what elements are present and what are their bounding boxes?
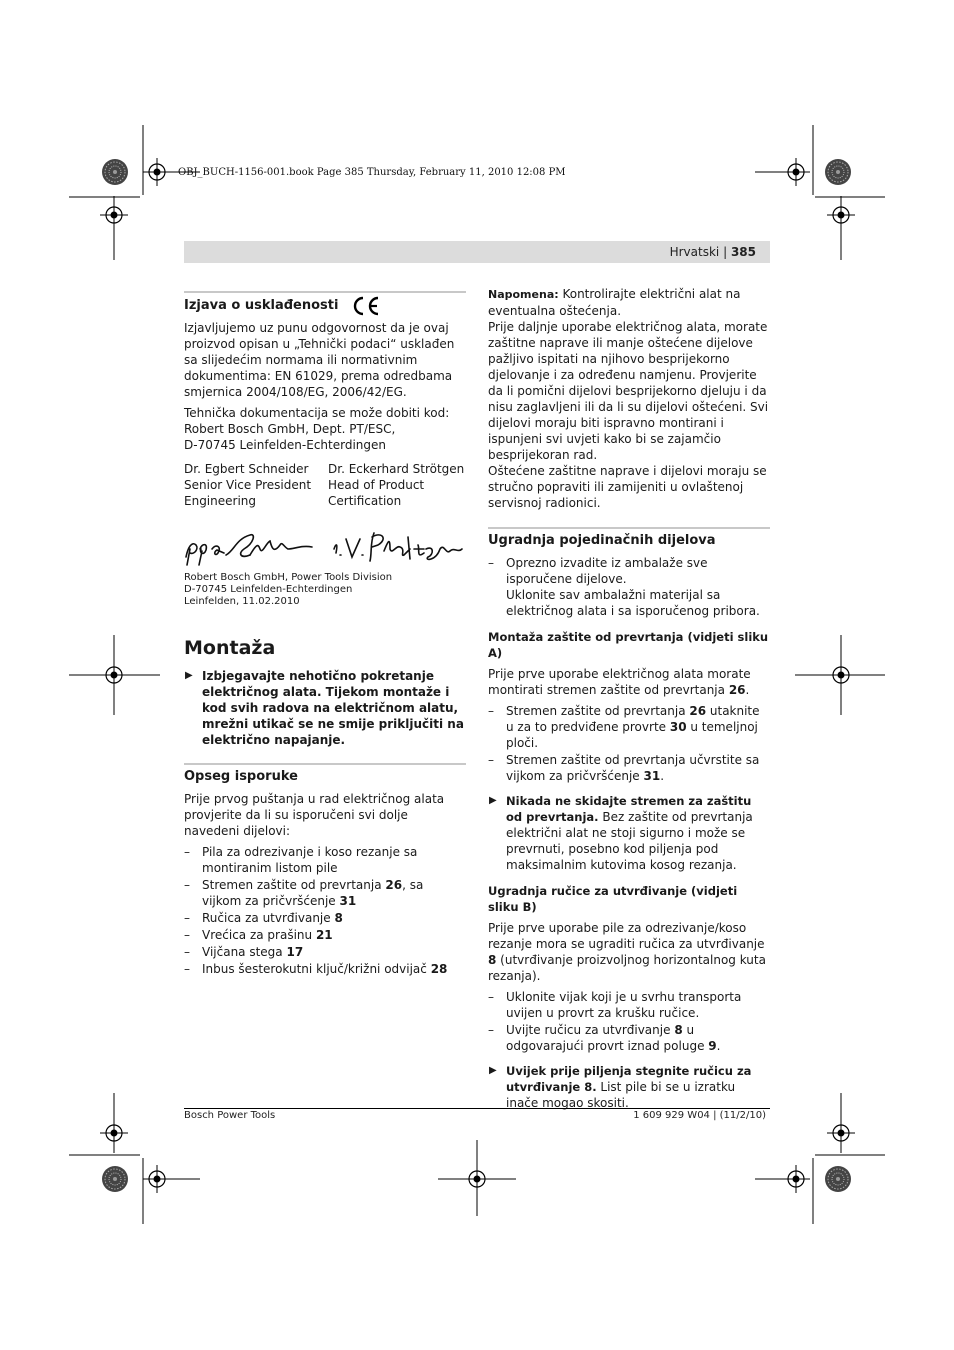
delivery-list [184,844,466,977]
bullet-triangle-icon: ▶ [489,795,497,806]
page-header-bar [184,241,770,263]
list-item: – Pila za odrezivanje i koso rezanje sa montiranim listom pile [184,845,418,875]
header-language: Hrvatski [669,245,720,259]
page-number: 385 [730,245,756,259]
list-item: – Oprezno izvadite iz ambalaže sve isporučene dijelove. Uklonite sav ambalažni materijal sa električnog alata i sa isporučenog pribora. [488,556,760,618]
footer-right: 1 609 929 W04 | (11/2/10) [633,1110,766,1121]
file-info: OBJ_BUCH-1156-001.book Page 385 Thursday, February 11, 2010 12:08 PM [178,167,566,178]
install-title: Ugradnja pojedinačnih dijelova [488,533,716,548]
signatory-title: Head of Product [328,478,425,492]
bullet-triangle-icon: ▶ [185,670,193,681]
note-paragraph: Prije daljnje uporabe električnog alata, morate zaštitne naprave ili manje oštećene dijelove pažljivo ispitati na njihovo besprijekorno djelovanje i za određenu namjenu. Provjerite da li pomični dijelovi besprijekorno djeluju i da nisu zaglavljeni ili da li su dijelovi oštećeni. Svi dijelovi moraju biti ispravno montirani i ispunjeni svi uvjeti kako bi se zajamčio besprijekoran rad. [488,320,769,462]
conformity-title: Izjava o usklađenosti [184,298,339,313]
list-item: – Inbus šesterokutni ključ/križni odvijač 28 [184,962,448,976]
company-line: D-70745 Leinfelden-Echterdingen [184,584,353,595]
warning-item: ▶ Uvijek prije piljenja stegnite ručicu za utvrđivanje 8. List pile bi se u izratku inače mogao skositi. [489,1064,752,1110]
header-separator: | [723,245,728,259]
note-label: Napomena: [488,288,559,301]
section-rule [184,291,466,293]
list-item: – Vijčana stega 17 [184,945,304,959]
warning-item: ▶ Nikada ne skidajte stremen za zaštitu od prevrtanja. Bez zaštite od prevrtanja električni alat ne stoji sigurno i može se prevrnuti, posebno kod piljenja pod maksimalnim kutovima kosog rezanja. [489,794,753,872]
signatory-name: Dr. Eckerhard Strötgen [328,462,465,476]
tech-doc-line: Tehnička dokumentacija se može dobiti kod: [184,406,450,420]
section-rule [488,527,770,529]
footer-rule [184,1108,770,1109]
footer-left: Bosch Power Tools [184,1110,276,1121]
section-rule [184,763,466,765]
tip-over-list [488,703,770,784]
list-item: – Ručica za utvrđivanje 8 [184,911,343,925]
tech-doc-line: D-70745 Leinfelden-Echterdingen [184,438,386,452]
list-item: – Uklonite vijak koji je u svrhu transporta uvijen u provrt za krušku ručice. [488,990,742,1020]
right-column [488,286,770,1111]
list-item: – Stremen zaštite od prevrtanja 26 utaknite u za to predviđene provrte 30 u temeljnoj ploči. [488,704,760,750]
delivery-intro: Prije prvog puštanja u rad električnog alata provjerite da li su isporučeni svi dolje navedeni dijelovi: [184,792,445,838]
ce-mark-icon [351,295,381,317]
list-item: – Stremen zaštite od prevrtanja učvrstite sa vijkom za pričvršćenje 31. [488,753,760,783]
handle-intro: Prije prve uporabe pile za odrezivanje/koso rezanje mora se ugraditi ručica za utvrđivanje 8 (utvrđivanje proizvoljnog horizontalnog kuta rezanja). [488,921,766,983]
signatory-name: Dr. Egbert Schneider [184,462,309,476]
tech-doc-line: Robert Bosch GmbH, Dept. PT/ESC, [184,422,396,436]
signatory-1 [184,461,311,509]
warning-item [184,668,466,748]
signatory-title: Senior Vice President [184,478,312,492]
conformity-text: Izjavljujemo uz punu odgovornost da je ovaj proizvod opisan u „Tehnički podaci“ usklađen sa slijedećim normama ili normativnim dokumentima: EN 61029, prema odredbama smjernica 2004/108/EG, 2006/42/EG. [184,321,455,399]
list-item: – Vrećica za prašinu 21 [184,928,333,942]
company-line: Robert Bosch GmbH, Power Tools Division [184,572,393,583]
signatory-title: Certification [328,494,402,508]
section-title: Montaža [184,637,276,659]
delivery-title: Opseg isporuke [184,769,298,784]
list-item: – Uvijte ručicu za utvrđivanje 8 u odgovarajući provrt iznad poluge 9. [488,1023,721,1053]
list-item: – Stremen zaštite od prevrtanja 26, sa vijkom za pričvršćenje 31 [184,878,424,908]
signatory-2 [328,461,464,509]
tip-over-intro: Prije prve uporabe električnog alata morate montirati stremen zaštite od prevrtanja 26. [488,667,751,697]
signatures-image [184,519,466,569]
note: Napomena: Kontrolirajte električni alat na eventualna oštećenja. [488,287,741,318]
bullet-triangle-icon: ▶ [489,1065,497,1076]
page-header [670,245,756,259]
signatory-title: Engineering [184,494,256,508]
warning-text: Izbjegavajte nehotično pokretanje električnog alata. Tijekom montaže i kod svih radova na električnom alatu, mrežni utikač se ne smije priključiti na električno napajanje. [202,669,464,747]
company-line: Leinfelden, 11.02.2010 [184,596,300,607]
handle-list [488,989,770,1054]
handle-title: Ugradnja ručice za utvrđivanje (vidjeti sliku B) [488,884,738,914]
note-paragraph-2: Oštećene zaštitne naprave i dijelovi moraju se stručno popraviti ili zamijeniti u ovlaštenoj servisnoj radionici. [488,464,767,510]
tip-over-title: Montaža zaštite od prevrtanja (vidjeti sliku A) [488,630,769,660]
left-column [184,291,466,977]
